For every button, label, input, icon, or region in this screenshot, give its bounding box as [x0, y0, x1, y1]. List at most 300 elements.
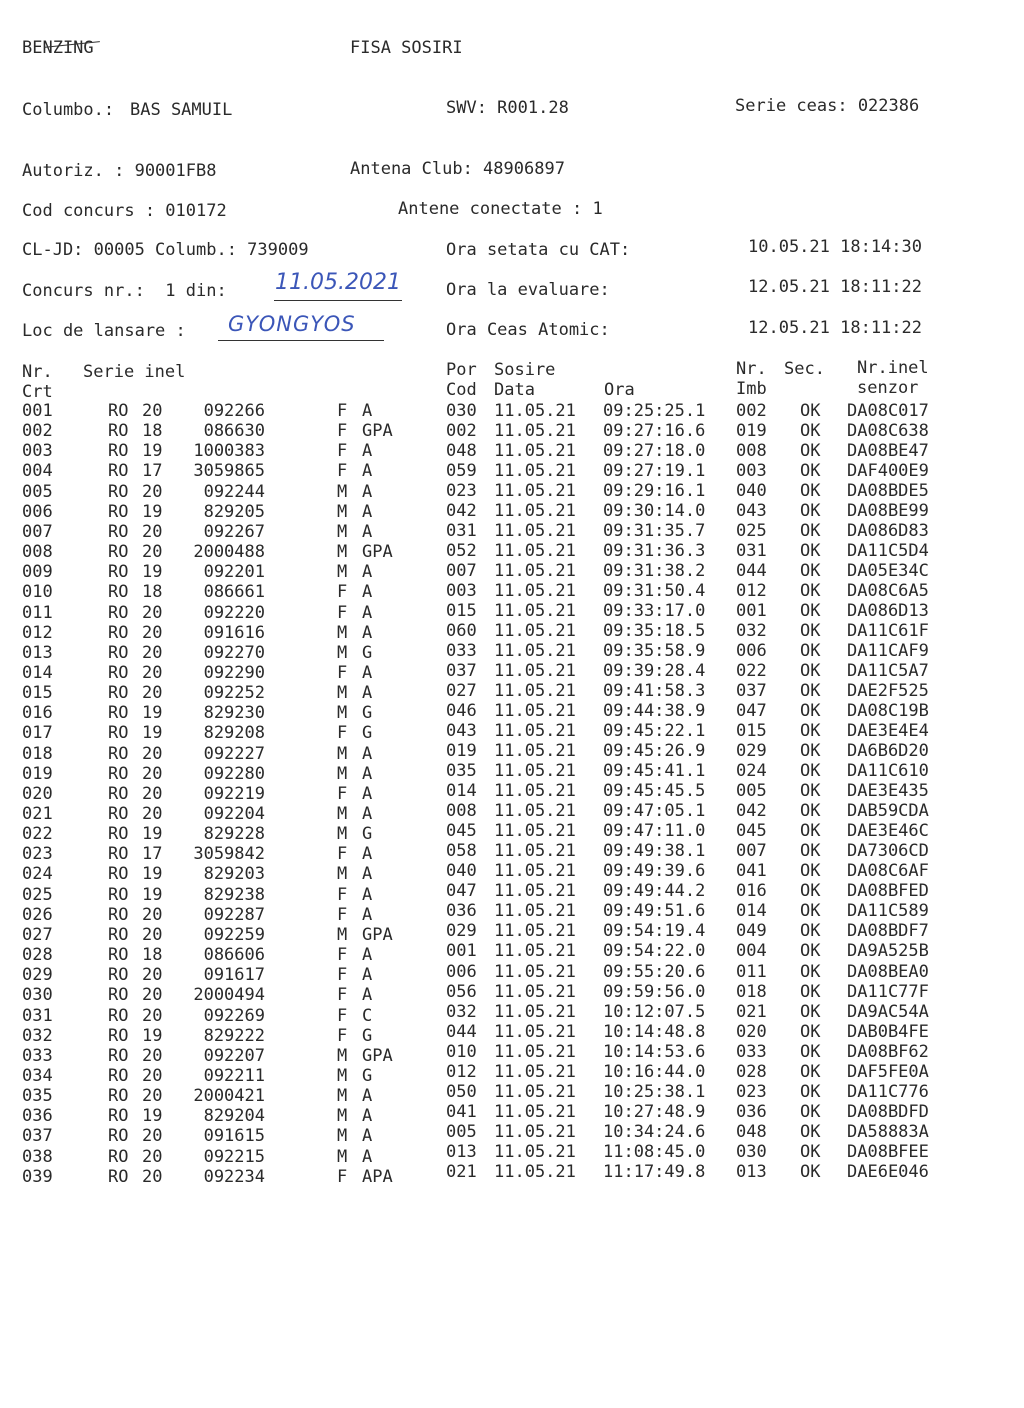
cell-sex: M [337, 824, 348, 845]
cell-date: 11.05.21 [494, 981, 576, 1002]
cell-date: 11.05.21 [494, 561, 576, 582]
cell-country: RO [108, 1045, 129, 1066]
cell-crt: 004 [22, 461, 53, 482]
cell-time: 09:59:56.0 [603, 981, 706, 1002]
cell-crt: 019 [22, 763, 53, 784]
cell-time: 09:35:18.5 [603, 621, 706, 642]
cell-sensor: DA08BFEE [847, 1141, 929, 1162]
time-cat-label: Ora setata cu CAT: [446, 240, 631, 260]
cell-imb: 015 [736, 721, 767, 742]
cell-country: RO [108, 642, 129, 663]
cell-imb: 029 [736, 741, 767, 762]
cell-sensor: DA58883A [847, 1121, 929, 1142]
cell-imb: 047 [736, 701, 767, 722]
cell-date: 11.05.21 [494, 1001, 576, 1022]
cell-sec: OK [800, 1141, 821, 1162]
cell-color: C [362, 1005, 373, 1026]
cell-ring: 2000421 [193, 1086, 265, 1107]
cell-time: 09:54:19.4 [603, 921, 706, 942]
cell-crt: 012 [22, 622, 53, 643]
cell-color: A [362, 562, 373, 583]
cell-date: 11.05.21 [494, 601, 576, 622]
cell-color: A [362, 683, 373, 704]
cell-crt: 022 [22, 824, 53, 845]
cell-sec: OK [800, 921, 821, 942]
cell-crt: 001 [22, 401, 53, 421]
cell-sec: OK [800, 481, 821, 502]
cell-sex: F [337, 441, 348, 462]
col-header-data: Data [494, 380, 535, 400]
cell-ring: 092259 [203, 924, 265, 945]
cell-ring: 086606 [203, 945, 265, 966]
cell-sec: OK [800, 801, 821, 822]
cell-date: 11.05.21 [494, 661, 576, 682]
cell-imb: 024 [736, 761, 767, 782]
cell-country: RO [108, 965, 129, 986]
cell-time: 10:27:48.9 [603, 1101, 706, 1122]
cell-sensor: DA08BE99 [847, 501, 929, 522]
cell-time: 10:25:38.1 [603, 1081, 706, 1102]
cell-imb: 048 [736, 1121, 767, 1142]
cell-crt: 025 [22, 884, 53, 905]
cell-sec: OK [800, 1001, 821, 1022]
cell-date: 11.05.21 [494, 621, 576, 642]
cell-sex: M [337, 1126, 348, 1147]
cell-ring: 829203 [203, 864, 265, 885]
cell-color: GPA [362, 924, 393, 945]
cell-time: 10:16:44.0 [603, 1061, 706, 1082]
cell-time: 09:54:22.0 [603, 941, 706, 962]
cell-date: 11.05.21 [494, 861, 576, 882]
cell-color: G [362, 1025, 373, 1046]
cell-crt: 016 [22, 703, 53, 724]
cell-time: 11:17:49.8 [603, 1161, 706, 1182]
cell-ring: 092280 [203, 763, 265, 784]
cell-color: A [362, 904, 373, 925]
cell-crt: 024 [22, 864, 53, 885]
cell-time: 09:39:28.4 [603, 661, 706, 682]
cell-date: 11.05.21 [494, 1121, 576, 1142]
cell-ring: 092269 [203, 1005, 265, 1026]
cell-por-cod: 019 [446, 741, 477, 762]
cell-imb: 005 [736, 781, 767, 802]
cell-sensor: DA11C61F [847, 621, 929, 642]
cell-country: RO [108, 924, 129, 945]
cell-sex: F [337, 662, 348, 683]
cell-sec: OK [800, 781, 821, 802]
cell-date: 11.05.21 [494, 901, 576, 922]
cell-year: 20 [142, 985, 163, 1006]
cell-date: 11.05.21 [494, 881, 576, 902]
cell-por-cod: 001 [446, 941, 477, 962]
cell-crt: 009 [22, 562, 53, 583]
cell-imb: 023 [736, 1081, 767, 1102]
cell-ring: 2000488 [193, 542, 265, 563]
cell-sex: F [337, 1025, 348, 1046]
cell-sensor: DAE2F525 [847, 681, 929, 702]
cell-sex: F [337, 421, 348, 442]
cell-country: RO [108, 441, 129, 462]
cell-color: A [362, 1126, 373, 1147]
cell-country: RO [108, 481, 129, 502]
cell-date: 11.05.21 [494, 581, 576, 602]
col-header-senzor: senzor [857, 378, 919, 398]
cell-year: 17 [142, 844, 163, 865]
cell-color: A [362, 783, 373, 804]
cell-country: RO [108, 743, 129, 764]
cell-por-cod: 043 [446, 721, 477, 742]
cell-color: A [362, 501, 373, 522]
cell-sex: F [337, 1166, 348, 1187]
cell-date: 11.05.21 [494, 1081, 576, 1102]
authorization-code: Autoriz. : 90001FB8 [22, 161, 217, 181]
cell-sensor: DA11C610 [847, 761, 929, 782]
cell-color: GPA [362, 1045, 393, 1066]
software-name: BENZING [22, 38, 94, 58]
cell-sec: OK [800, 1041, 821, 1062]
cell-imb: 021 [736, 1001, 767, 1022]
cell-sec: OK [800, 1161, 821, 1182]
cell-color: A [362, 662, 373, 683]
cell-country: RO [108, 683, 129, 704]
cell-ring: 092201 [203, 562, 265, 583]
cell-por-cod: 047 [446, 881, 477, 902]
cell-imb: 045 [736, 821, 767, 842]
cell-por-cod: 045 [446, 821, 477, 842]
col-header-serie-inel: Serie inel [83, 362, 186, 382]
cell-color: GPA [362, 542, 393, 563]
antennas-connected: Antene conectate : 1 [398, 199, 603, 219]
cell-imb: 003 [736, 461, 767, 482]
cell-time: 09:25:25.1 [603, 401, 706, 421]
cell-crt: 014 [22, 662, 53, 683]
cell-sensor: DA08BF62 [847, 1041, 929, 1062]
cell-ring: 092211 [203, 1065, 265, 1086]
cell-crt: 026 [22, 904, 53, 925]
cell-por-cod: 012 [446, 1061, 477, 1082]
cell-color: A [362, 985, 373, 1006]
cell-crt: 021 [22, 804, 53, 824]
cell-year: 19 [142, 441, 163, 462]
cell-imb: 004 [736, 941, 767, 962]
cell-crt: 023 [22, 844, 53, 865]
cell-year: 20 [142, 1005, 163, 1026]
cell-ring: 2000494 [193, 985, 265, 1006]
cell-date: 11.05.21 [494, 781, 576, 802]
cell-crt: 035 [22, 1086, 53, 1107]
cell-country: RO [108, 763, 129, 784]
cell-time: 09:49:39.6 [603, 861, 706, 882]
cell-ring: 092204 [203, 804, 265, 824]
cell-country: RO [108, 783, 129, 804]
release-place-handwritten: GYONGYOS [228, 312, 356, 336]
cell-ring: 829222 [203, 1025, 265, 1046]
cell-time: 10:14:48.8 [603, 1021, 706, 1042]
cell-sex: M [337, 521, 348, 542]
cell-por-cod: 035 [446, 761, 477, 782]
cell-por-cod: 010 [446, 1041, 477, 1062]
cell-color: A [362, 401, 373, 421]
cell-sensor: DAF5FE0A [847, 1061, 929, 1082]
cell-ring: 091616 [203, 622, 265, 643]
cell-time: 09:31:36.3 [603, 541, 706, 562]
cell-year: 20 [142, 924, 163, 945]
cell-date: 11.05.21 [494, 741, 576, 762]
cell-sensor: DA7306CD [847, 841, 929, 862]
cell-por-cod: 008 [446, 801, 477, 822]
cell-date: 11.05.21 [494, 841, 576, 862]
cell-country: RO [108, 582, 129, 603]
atomic-clock-label: Ora Ceas Atomic: [446, 320, 610, 340]
cell-sex: F [337, 783, 348, 804]
cell-color: A [362, 602, 373, 623]
cell-sex: F [337, 723, 348, 744]
cell-year: 20 [142, 743, 163, 764]
cell-sensor: DA086D83 [847, 521, 929, 542]
cell-country: RO [108, 421, 129, 442]
cell-date: 11.05.21 [494, 941, 576, 962]
cell-time: 10:14:53.6 [603, 1041, 706, 1062]
cell-year: 20 [142, 1146, 163, 1167]
cell-date: 11.05.21 [494, 401, 576, 421]
contest-code: Cod concurs : 010172 [22, 201, 227, 221]
cell-color: A [362, 1146, 373, 1167]
cell-sex: M [337, 1086, 348, 1107]
cell-time: 09:49:44.2 [603, 881, 706, 902]
cell-sensor: DA11C589 [847, 901, 929, 922]
cell-ring: 091617 [203, 965, 265, 986]
cell-year: 19 [142, 562, 163, 583]
cell-sex: M [337, 481, 348, 502]
cell-sec: OK [800, 721, 821, 742]
cell-por-cod: 041 [446, 1101, 477, 1122]
cell-sensor: DA08C19B [847, 701, 929, 722]
cell-imb: 008 [736, 441, 767, 462]
cell-color: A [362, 582, 373, 603]
cell-color: A [362, 1086, 373, 1107]
cell-ring: 092290 [203, 662, 265, 683]
cell-country: RO [108, 1166, 129, 1187]
cell-crt: 020 [22, 783, 53, 804]
cell-imb: 019 [736, 421, 767, 442]
cell-country: RO [108, 904, 129, 925]
cell-sec: OK [800, 581, 821, 602]
cell-sensor: DA086D13 [847, 601, 929, 622]
cell-color: A [362, 844, 373, 865]
cell-sec: OK [800, 601, 821, 622]
cell-imb: 013 [736, 1161, 767, 1182]
evaluation-label: Ora la evaluare: [446, 280, 610, 300]
cell-country: RO [108, 864, 129, 885]
cell-time: 09:31:38.2 [603, 561, 706, 582]
cell-time: 09:55:20.6 [603, 961, 706, 982]
cell-sec: OK [800, 541, 821, 562]
cell-sec: OK [800, 461, 821, 482]
cell-country: RO [108, 521, 129, 542]
cell-color: G [362, 642, 373, 663]
time-cat-value: 10.05.21 18:14:30 [748, 237, 922, 257]
contest-date-handwritten: 11.05.2021 [275, 270, 401, 295]
cell-date: 11.05.21 [494, 461, 576, 482]
cell-date: 11.05.21 [494, 1061, 576, 1082]
cell-crt: 034 [22, 1065, 53, 1086]
cell-por-cod: 021 [446, 1161, 477, 1182]
cell-imb: 018 [736, 981, 767, 1002]
cell-date: 11.05.21 [494, 641, 576, 662]
cell-color: G [362, 824, 373, 845]
fancier-name: BAS SAMUIL [130, 100, 233, 120]
cell-ring: 092287 [203, 904, 265, 925]
col-header-imb: Imb [736, 379, 767, 399]
cell-crt: 037 [22, 1126, 53, 1147]
cell-por-cod: 056 [446, 981, 477, 1002]
cell-year: 20 [142, 622, 163, 643]
cell-color: A [362, 763, 373, 784]
cell-ring: 829204 [203, 1106, 265, 1127]
cell-date: 11.05.21 [494, 801, 576, 822]
cell-sex: M [337, 1106, 348, 1127]
cell-sex: M [337, 683, 348, 704]
cell-country: RO [108, 602, 129, 623]
cell-time: 09:45:41.1 [603, 761, 706, 782]
cell-date: 11.05.21 [494, 1141, 576, 1162]
cell-por-cod: 060 [446, 621, 477, 642]
cell-sex: F [337, 602, 348, 623]
cell-date: 11.05.21 [494, 481, 576, 502]
cell-imb: 001 [736, 601, 767, 622]
cell-sec: OK [800, 521, 821, 542]
cell-sex: M [337, 642, 348, 663]
cell-year: 20 [142, 1126, 163, 1147]
cell-year: 20 [142, 521, 163, 542]
cell-ring: 092270 [203, 642, 265, 663]
col-header-nr-inel: Nr.inel [857, 358, 929, 378]
cell-por-cod: 037 [446, 661, 477, 682]
cell-date: 11.05.21 [494, 541, 576, 562]
cell-sex: F [337, 945, 348, 966]
cell-crt: 039 [22, 1166, 53, 1187]
cell-year: 20 [142, 763, 163, 784]
cell-crt: 028 [22, 945, 53, 966]
cell-year: 20 [142, 642, 163, 663]
release-place-underline [218, 340, 384, 341]
cell-sex: F [337, 884, 348, 905]
cell-time: 09:31:35.7 [603, 521, 706, 542]
cell-ring: 3059842 [193, 844, 265, 865]
cell-year: 20 [142, 783, 163, 804]
cell-sec: OK [800, 681, 821, 702]
release-place-label: Loc de lansare : [22, 321, 186, 341]
cell-por-cod: 058 [446, 841, 477, 862]
cell-ring: 092244 [203, 481, 265, 502]
cell-year: 19 [142, 884, 163, 905]
cell-color: A [362, 1106, 373, 1127]
cell-sec: OK [800, 961, 821, 982]
cell-country: RO [108, 562, 129, 583]
cell-color: A [362, 441, 373, 462]
cell-country: RO [108, 723, 129, 744]
cell-ring: 091615 [203, 1126, 265, 1147]
cell-imb: 020 [736, 1021, 767, 1042]
cell-sec: OK [800, 501, 821, 522]
cell-year: 17 [142, 461, 163, 482]
cell-por-cod: 048 [446, 441, 477, 462]
cell-date: 11.05.21 [494, 761, 576, 782]
cell-country: RO [108, 1025, 129, 1046]
cell-sec: OK [800, 861, 821, 882]
cell-year: 19 [142, 501, 163, 522]
cell-time: 09:47:11.0 [603, 821, 706, 842]
cell-sec: OK [800, 841, 821, 862]
cell-time: 09:27:19.1 [603, 461, 706, 482]
cell-sec: OK [800, 1101, 821, 1122]
cell-ring: 086661 [203, 582, 265, 603]
cell-year: 18 [142, 421, 163, 442]
cell-crt: 002 [22, 421, 53, 442]
cell-date: 11.05.21 [494, 1041, 576, 1062]
cell-imb: 002 [736, 401, 767, 421]
cell-country: RO [108, 985, 129, 1006]
cell-country: RO [108, 1106, 129, 1127]
cell-sensor: DA08C638 [847, 421, 929, 442]
cell-crt: 005 [22, 481, 53, 502]
cell-sec: OK [800, 401, 821, 421]
cell-crt: 027 [22, 924, 53, 945]
cell-sex: F [337, 582, 348, 603]
cell-sensor: DAF400E9 [847, 461, 929, 482]
cell-ring: 829208 [203, 723, 265, 744]
cell-sec: OK [800, 881, 821, 902]
cell-time: 09:45:45.5 [603, 781, 706, 802]
cell-sex: M [337, 924, 348, 945]
cell-por-cod: 050 [446, 1081, 477, 1102]
cell-imb: 033 [736, 1041, 767, 1062]
cell-sex: M [337, 763, 348, 784]
cell-por-cod: 032 [446, 1001, 477, 1022]
cell-por-cod: 007 [446, 561, 477, 582]
cell-sensor: DA11C5A7 [847, 661, 929, 682]
cell-time: 09:44:38.9 [603, 701, 706, 722]
cell-color: APA [362, 1166, 393, 1187]
cell-por-cod: 052 [446, 541, 477, 562]
cell-time: 09:29:16.1 [603, 481, 706, 502]
cell-sensor: DA11C5D4 [847, 541, 929, 562]
cell-sex: M [337, 743, 348, 764]
cell-date: 11.05.21 [494, 1101, 576, 1122]
cell-year: 18 [142, 582, 163, 603]
cell-year: 19 [142, 703, 163, 724]
cell-ring: 829238 [203, 884, 265, 905]
cell-por-cod: 015 [446, 601, 477, 622]
cell-country: RO [108, 1146, 129, 1167]
cell-ring: 092207 [203, 1045, 265, 1066]
cell-sensor: DA11CAF9 [847, 641, 929, 662]
cell-sensor: DA9AC54A [847, 1001, 929, 1022]
cell-crt: 031 [22, 1005, 53, 1026]
cell-ring: 092267 [203, 521, 265, 542]
clock-serial: Serie ceas: 022386 [735, 96, 920, 116]
cell-sec: OK [800, 741, 821, 762]
cell-imb: 040 [736, 481, 767, 502]
cell-sex: F [337, 461, 348, 482]
cell-country: RO [108, 401, 129, 421]
cell-sensor: DA08BEA0 [847, 961, 929, 982]
cell-color: A [362, 461, 373, 482]
cell-sex: F [337, 985, 348, 1006]
cell-sex: F [337, 844, 348, 865]
cell-ring: 092252 [203, 683, 265, 704]
cell-sensor: DA05E34C [847, 561, 929, 582]
